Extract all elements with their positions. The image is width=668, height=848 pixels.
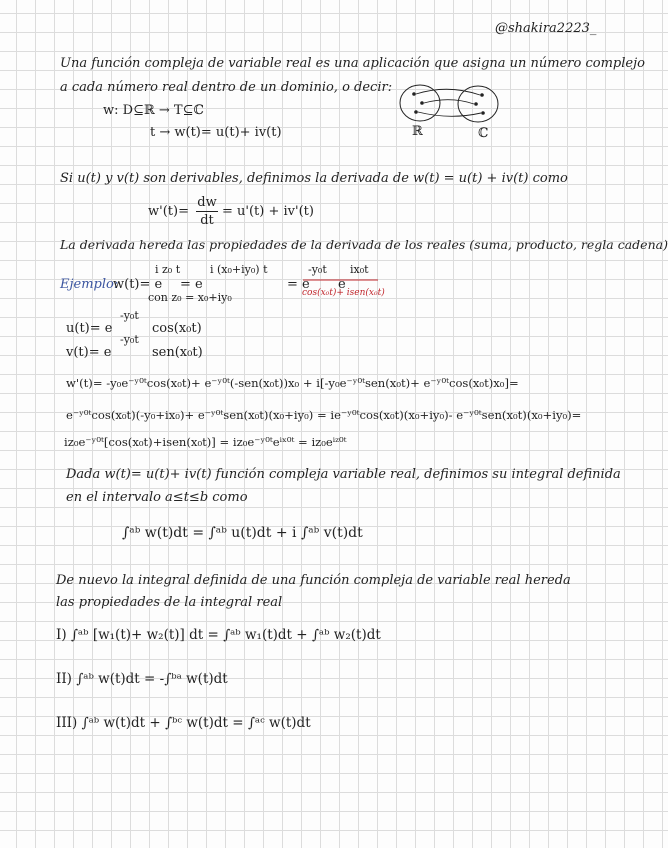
u-definition: u(t)= e [66,321,113,336]
v-definition: v(t)= e [66,345,112,360]
integral-definition: ∫ᵃᵇ w(t)dt = ∫ᵃᵇ u(t)dt + i ∫ᵃᵇ v(t)dt [122,525,363,541]
example-euler-note: cos(x₀t)+ isen(x₀t) [302,288,385,298]
map-rule: t → w(t)= u(t)+ iv(t) [150,125,282,140]
u-cos: cos(x₀t) [152,321,202,336]
inherit-line-1: De nuevo la integral definida de una función compleja de variable real hereda [56,573,571,588]
fraction-numerator: dw [197,195,217,210]
derivative-step-3: iz₀e⁻ʸ⁰ᵗ[cos(x₀t)+isen(x₀t)] = iz₀e⁻ʸ⁰ᵗeⁱˣ⁰ᵗ = iz₀eⁱᶻ⁰ᵗ [64,435,347,449]
v-sen: sen(x₀t) [152,345,203,360]
example-label: Ejemplo: [60,277,119,292]
domain-label-complex: ℂ [478,126,489,141]
derivative-lhs: w'(t)= [148,204,189,219]
property-linearity: I) ∫ᵃᵇ [w₁(t)+ w₂(t)] dt = ∫ᵃᵇ w₁(t)dt + ∫ᵃᵇ w₂(t)dt [56,627,381,643]
author-handle: @shakira2223_ [495,21,597,36]
example-e4: e [338,277,346,292]
example-condition: con z₀ = x₀+iy₀ [148,291,232,304]
derivative-step-2: e⁻ʸ⁰ᵗcos(x₀t)(-y₀+ix₀)+ e⁻ʸ⁰ᵗsen(x₀t)(x₀+iy₀) = ie⁻ʸ⁰ᵗcos(x₀t)(x₀+iy₀)- e⁻ʸ⁰ᵗsen(x₀t)(x₀+iy₀)= [66,408,582,422]
example-exp1: i z₀ t [155,263,181,276]
integral-intro-1: Dada w(t)= u(t)+ iv(t) función compleja variable real, definimos su integral definida [66,467,621,482]
intro-line-1: Una función compleja de variable real es una aplicación que asigna un número complejo [60,56,645,71]
example-eq3: = e [287,277,310,292]
inherit-line-2: las propiedades de la integral real [56,595,283,610]
example-exp3: -y₀t [308,263,327,276]
derivative-inherits: La derivada hereda las propiedades de la derivada de los reales (suma, producto, regla cadena) [60,237,668,252]
property-additivity: III) ∫ᵃᵇ w(t)dt + ∫ᵇᶜ w(t)dt = ∫ᵃᶜ w(t)dt [56,715,311,731]
map-definition: w: D⊆ℝ → T⊆ℂ [103,103,204,118]
u-exponent: -y₀t [120,309,139,322]
v-exponent: -y₀t [120,333,139,346]
derivative-rhs: = u'(t) + iv'(t) [222,204,314,219]
example-eq2: = e [180,277,203,292]
fraction-denominator: dt [200,213,214,228]
domain-label-real: ℝ [412,124,423,139]
integral-intro-2: en el intervalo a≤t≤b como [66,490,248,505]
derivative-step-1: w'(t)= -y₀e⁻ʸ⁰ᵗcos(x₀t)+ e⁻ʸ⁰ᵗ(-sen(x₀t))x₀ + i[-y₀e⁻ʸ⁰ᵗsen(x₀t)+ e⁻ʸ⁰ᵗcos(x₀t)x₀]= [66,376,519,390]
intro-line-2: a cada número real dentro de un dominio, o decir: [60,80,393,95]
property-reversal: II) ∫ᵃᵇ w(t)dt = -∫ᵇᵃ w(t)dt [56,671,228,687]
example-exp2: i (x₀+iy₀) t [210,263,268,276]
derivative-fraction [196,196,218,227]
example-w-def: w(t)= e [113,277,163,292]
derivative-intro: Si u(t) y v(t) son derivables, definimos la derivada de w(t) = u(t) + iv(t) como [60,171,568,186]
example-exp4: ix₀t [350,263,369,276]
